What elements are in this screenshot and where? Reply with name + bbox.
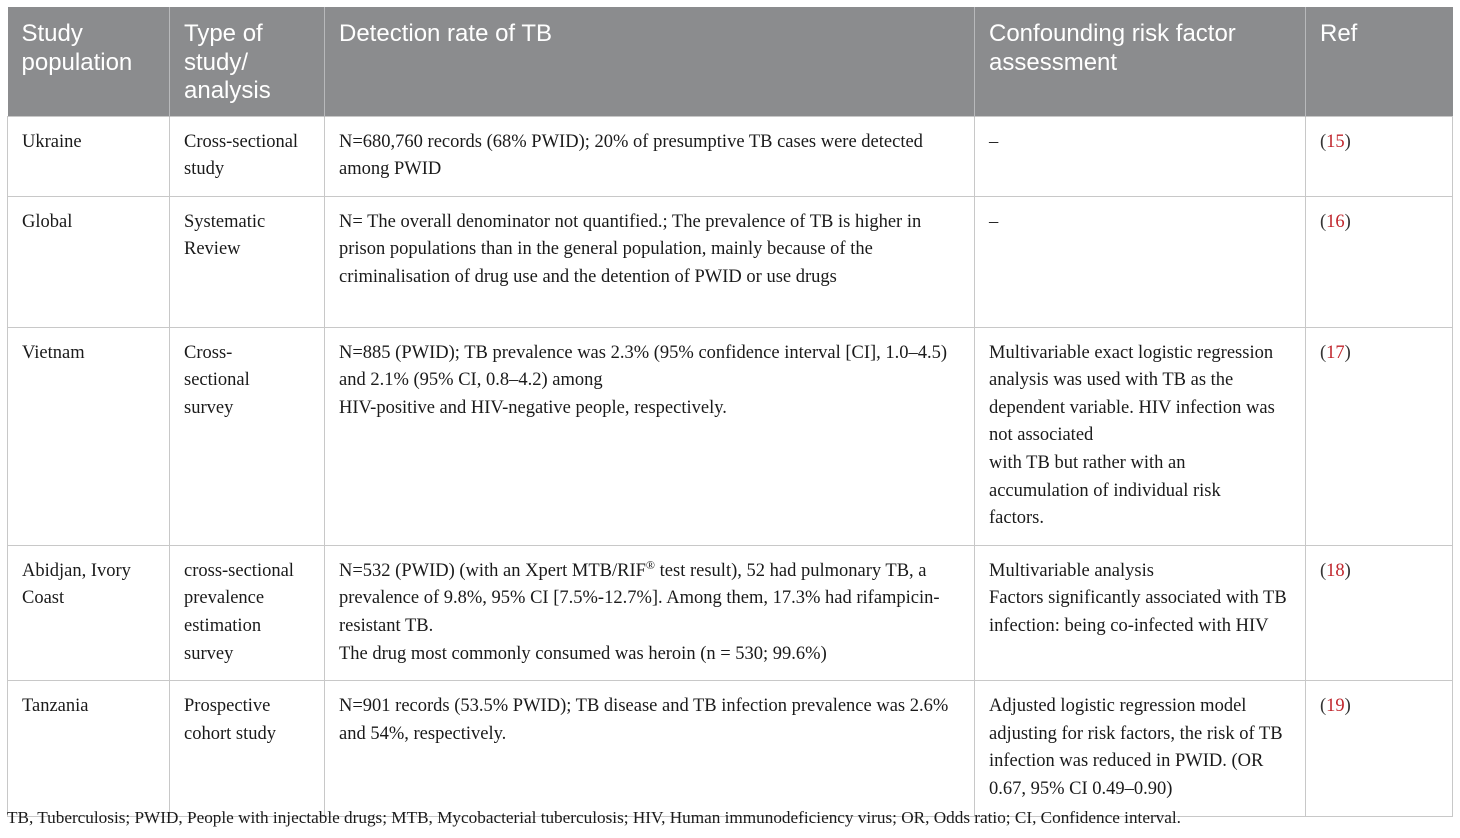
- detection-text: N=532 (PWID) (with an Xpert MTB/RIF: [339, 560, 646, 581]
- cell-ref: (15): [1306, 116, 1453, 196]
- cell-ref: (18): [1306, 545, 1453, 680]
- cell-ref: (17): [1306, 327, 1453, 545]
- table-header-row: [8, 7, 1453, 116]
- cell-confounding: [975, 545, 1306, 680]
- cell-ref: (19): [1306, 681, 1453, 816]
- confounding-line: Multivariable analysis: [989, 560, 1154, 581]
- cell-type: Cross-sectional survey: [170, 327, 325, 545]
- reference-link[interactable]: 15: [1326, 131, 1345, 152]
- cell-population: Global: [8, 196, 170, 327]
- table-footnote: TB, Tuberculosis; PWID, People with injectable drugs; MTB, Mycobacterial tuberculosis; HIV, Human immunodeficiency virus; OR, Odds ratio; CI, Confidence interval.: [7, 808, 1181, 827]
- cell-confounding: Adjusted logistic regression model adjusting for risk factors, the risk of TB infection was reduced in PWID. (OR 0.67, 95% CI 0.49–0.90): [975, 681, 1306, 816]
- cell-detection: N= The overall denominator not quantified.; The prevalence of TB is higher in prison populations than in the general population, mainly because of the criminalisation of drug use and the detention of PWID or use drugs: [325, 196, 975, 327]
- reference-link[interactable]: 19: [1326, 696, 1345, 717]
- cell-type: Cross-sectional study: [170, 116, 325, 196]
- confounding-line: with TB but rather with an accumulation of individual risk factors.: [989, 453, 1221, 529]
- cell-population: Ukraine: [8, 116, 170, 196]
- cell-ref: (16): [1306, 196, 1453, 327]
- cell-detection: N=680,760 records (68% PWID); 20% of presumptive TB cases were detected among PWID: [325, 116, 975, 196]
- cell-population: Tanzania: [8, 681, 170, 816]
- cell-detection: [325, 327, 975, 545]
- detection-line: The drug most commonly consumed was heroin (n = 530; 99.6%): [339, 643, 827, 664]
- table-row: [8, 681, 1453, 816]
- cell-confounding: [975, 327, 1306, 545]
- detection-text: test result), 52 had pulmonary TB, a prevalence of 9.8%, 95% CI [7.5%-12.7%]. Among them, 17.3% had rifampicin-resistant TB.: [339, 560, 940, 637]
- header-ref: Ref: [1306, 7, 1453, 116]
- cell-type: Systematic Review: [170, 196, 325, 327]
- header-study-type: Type of study/ analysis: [170, 7, 325, 116]
- cell-confounding: –: [975, 196, 1306, 327]
- detection-paragraph: [339, 558, 960, 641]
- registered-mark: ®: [645, 557, 656, 572]
- reference-link[interactable]: 18: [1326, 560, 1345, 581]
- header-study-population: Study population: [8, 7, 170, 116]
- confounding-line: Multivariable exact logistic regression analysis was used with TB as the dependent variable. HIV infection was not associated: [989, 342, 1275, 446]
- header-detection-rate: Detection rate of TB: [325, 7, 975, 116]
- tb-studies-table: [7, 7, 1453, 817]
- cell-type: cross-sectional prevalence estimation survey: [170, 545, 325, 680]
- table-row: [8, 327, 1453, 545]
- cell-population: Vietnam: [8, 327, 170, 545]
- cell-detection: [325, 545, 975, 680]
- table-row: [8, 116, 1453, 196]
- table-row: [8, 545, 1453, 680]
- detection-line: HIV-positive and HIV-negative people, respectively.: [339, 397, 727, 418]
- confounding-line: Factors significantly associated with TB infection: being co-infected with HIV: [989, 588, 1287, 637]
- reference-link[interactable]: 17: [1326, 342, 1345, 363]
- cell-confounding: –: [975, 116, 1306, 196]
- header-confounding: Confounding risk factor assessment: [975, 7, 1306, 116]
- detection-line: N=885 (PWID); TB prevalence was 2.3% (95% confidence interval [CI], 1.0–4.5) and 2.1% (95% CI, 0.8–4.2) among: [339, 342, 948, 391]
- reference-link[interactable]: 16: [1326, 211, 1345, 232]
- cell-population: Abidjan, Ivory Coast: [8, 545, 170, 680]
- cell-type: Prospective cohort study: [170, 681, 325, 816]
- table-row: [8, 196, 1453, 327]
- cell-detection: N=901 records (53.5% PWID); TB disease and TB infection prevalence was 2.6% and 54%, respectively.: [325, 681, 975, 816]
